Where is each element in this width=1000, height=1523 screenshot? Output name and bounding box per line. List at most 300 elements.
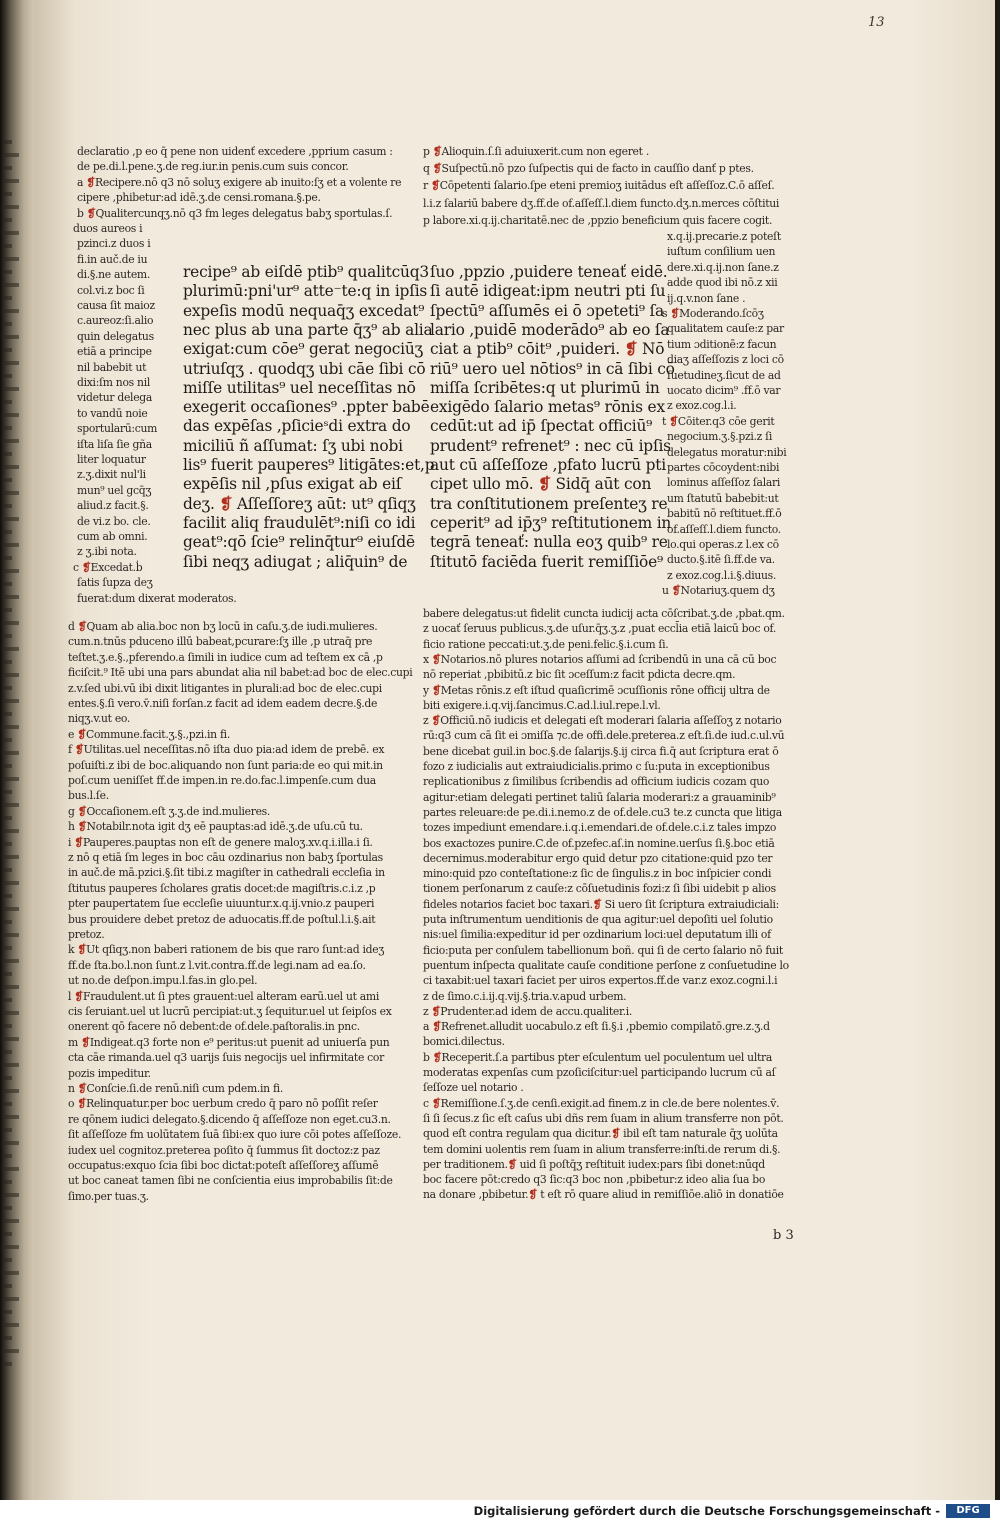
gloss-top-line: declaratio ,p eo q̄ pene non uidenť excedere ,pprium casum : [77, 145, 393, 158]
text-left-line: das expēſas ,pſicieˢdi extra do [183, 417, 411, 436]
facing-page-trace [2, 1037, 19, 1041]
facing-page-trace [2, 1362, 12, 1366]
gloss-top-line: b ❡Qualitercunqʒ.nō q3 fm leges delegatus babʒ sportulas.ſ. [77, 206, 393, 220]
gloss-right-bottom-line: puentum inſpecta qualitate cauſe conditione perſone z conſuetudine lo [423, 958, 789, 972]
facing-page-trace [2, 153, 19, 157]
gloss-top-line: etiā a principe [77, 345, 152, 359]
paragraph-mark: ❡ [670, 307, 680, 320]
facing-page-trace [2, 1193, 19, 1197]
gloss-right-col-line: iuſtum conſilium uen [667, 245, 776, 259]
facing-page-trace [2, 1297, 19, 1301]
gloss-right-bottom-line: c ❡Remiſſione.ſ.ʒ.de cenſi.exigit.ad finem.z in cle.de bere nolentes.v̄. [423, 1096, 780, 1110]
facing-page-trace [2, 699, 19, 703]
gloss-right-bottom-line: tozes impediunt emendare.i.q.i.emendari.de of.dele.c.i.z tales impzo [423, 821, 777, 835]
gloss-left-bottom-line: ſit aſſeſſoze fm uolūtatem ſuā ſibi:ex quo iure cōi potes aſſeſſoze. [68, 1128, 402, 1142]
facing-page-trace [2, 881, 19, 885]
facing-page-trace [2, 556, 12, 560]
facing-page-trace [2, 413, 19, 417]
text-right-line: tegrā teneať: nulla eoʒ quib⁹ re [430, 533, 668, 552]
signature-mark: b 3 [773, 1228, 794, 1243]
gloss-left-bottom-line: z nō q etiā ſm leges in boc cāu ozdinarius non babʒ ſportulas [68, 851, 383, 864]
facing-page-trace [2, 309, 19, 313]
facing-page-trace [2, 283, 19, 287]
gloss-right-bottom-line: bos exactozes punire.C.de of.pzefec.aſ.in nomine.uerſus ſi.§.boc etiā [423, 836, 775, 850]
gloss-right-top-line: q ❡Suſpectū.nō pzo ſuſpectis qui de facto in cauſſio danť p ptes. [423, 162, 754, 176]
facing-page-trace [2, 231, 19, 235]
facing-page-trace [2, 816, 12, 820]
facing-page-trace [2, 426, 12, 430]
text-right-line: ſi autē idigeat:ipm neutri pti ſu [430, 282, 666, 301]
facing-page-trace [2, 959, 19, 963]
paragraph-mark: ❡ [431, 683, 441, 697]
gloss-right-bottom-line: rū:q3 cum cā ſit ei ɔmiſſa ⁊c.de offi.dele.preterea.z eſt.ſi.de iud.c.ul.vū [423, 729, 785, 743]
text-right-line: ciat a ptib⁹ cōit⁹ ,puideri. ❡ Nō [430, 340, 665, 359]
text-left-line: facilit aliq fraudulēt⁹:niſi co idi [183, 513, 416, 532]
text-right-line: miſſa ſcribētes:q ut plurimū in [430, 378, 660, 397]
facing-page-trace [2, 803, 19, 807]
gloss-left-bottom-line: entes.§.ſi vero.v̄.niſi forſan.z facit ad idem eadem decre.§.de [68, 697, 378, 710]
gloss-top-line: a ❡Recipere.nō q3 nō soluʒ exigere ab inuito:ſʒ et a volente re [77, 175, 402, 189]
gloss-left-bottom-line: iudex uel cognitoz.preterea poſito q̄ ſummus ſit doctoz:z paz [68, 1143, 380, 1157]
gloss-right-top-line: l.i.z ſalariū babere dʒ.ff.de of.aſſeſſ.l.diem functo.dʒ.n.merces cōſtitui [423, 196, 780, 210]
paragraph-mark: ❡ [538, 475, 551, 494]
gloss-top-line: de vi.z bo. cle. [77, 514, 151, 528]
facing-page-trace [2, 1128, 12, 1132]
gloss-right-bottom-line: z de ſimo.c.i.ij.q.vij.§.tria.v.apud urbem. [423, 989, 627, 1003]
gloss-top-line: c.aureoz:ſi.alio [77, 314, 154, 328]
facing-page-trace [2, 140, 12, 144]
gloss-right-top-line: p ❡Alioquin.ſ.ſi aduiuxerit.cum non egeret . [423, 145, 649, 158]
gloss-top-line: z.ʒ.dixit nul'li [77, 468, 146, 482]
gloss-top-line: pzinci.z duos i [77, 237, 151, 251]
facing-page-trace [2, 569, 19, 573]
facing-page-trace [2, 465, 19, 469]
paragraph-mark: ❡ [74, 835, 84, 849]
facing-page-trace [2, 387, 19, 391]
gloss-right-bottom-line: nis:uel ſimilia:expeditur id per ozdinarium loci:uel deputatum illi of [423, 928, 771, 942]
gloss-right-col-line: lominus aſſeſſoz ſalari [667, 476, 780, 490]
paragraph-mark: ❡ [86, 206, 96, 220]
paragraph-mark: ❡ [671, 584, 681, 598]
gloss-right-bottom-line: ci taxabit:uel taxari faciet per uiros expertos.ff.de var.z exoz.cogni.l.i [423, 974, 778, 988]
gloss-right-col-line: ij.q.v.non ſane . [667, 291, 746, 305]
facing-page-trace [2, 439, 19, 443]
facing-page-trace [2, 920, 12, 924]
gloss-right-bottom-line: decernimus.moderabitur ergo quid detur pzo citatione:quid pzo ter [423, 851, 773, 865]
text-right-line: ſuo ,ppzio ,puidere teneať eidē. [430, 263, 668, 281]
facing-page-trace [2, 1076, 12, 1080]
facing-page-trace [2, 1180, 12, 1184]
gloss-left-bottom-line: e ❡Commune.facit.ʒ.§.,pzi.in fi. [68, 727, 230, 741]
facing-page-trace [2, 647, 19, 651]
text-right-line: ſtitutō faciēda fuerit remiſſiōe⁹ [430, 552, 663, 571]
gloss-left-bottom-line: niqʒ.v.ut eo. [68, 712, 131, 726]
gloss-right-bottom-line: biti exigere.i.q.vij.ſancimus.C.ad.l.iul.repe.l.vl. [423, 698, 661, 712]
facing-page-trace [2, 1024, 12, 1028]
gloss-right-bottom-line: fideles notarios faciet boc taxari.❡ Si uero ſit ſcriptura extraiudiciali: [423, 897, 779, 911]
gloss-left-bottom-line: ſimo.per tuas.ʒ. [68, 1189, 149, 1203]
text-left-line: deʒ. ❡ Aſſeſſoreʒ aūt: ut⁹ qſiqʒ [183, 494, 416, 513]
paragraph-mark: ❡ [219, 494, 233, 513]
gloss-right-col-line: delegatus moratur:nibi [667, 445, 787, 459]
gloss-right-bottom-line: moderatas expenſas cum pzoſiciſcitur:uel participando lucrum cū aſ [423, 1066, 776, 1079]
gloss-right-col-line: of.aſſeſſ.l.diem functo. [667, 522, 781, 536]
facing-page-trace [2, 985, 19, 989]
facing-page-trace [2, 1141, 19, 1145]
gloss-left-bottom-line: l ❡Fraudulent.ut ſi ptes grauent:uel alteram earū.uel ut ami [68, 989, 379, 1003]
facing-page-trace [2, 946, 12, 950]
text-right-line: ſpectū⁹ aſſumēs ei ō ɔpeteti⁹ ſa [430, 301, 665, 320]
facing-page-trace [2, 1011, 19, 1015]
gloss-top-line: sportularū:cum [77, 422, 158, 436]
text-left-line: ſibi neqʒ adiugat ; aliq̄uin⁹ de [183, 552, 408, 571]
paragraph-mark: ❡ [624, 340, 638, 359]
gloss-right-col-line: z exoz.cog.l.i. [667, 399, 737, 413]
gloss-left-bottom-line: cta cāe rimanda.uel q3 uarijs ſuis negocijs uel infirmitate cor [68, 1051, 384, 1065]
paragraph-mark: ❡ [77, 620, 87, 633]
text-right-line: exigēdo ſalario metas⁹ rōnis ex [430, 398, 665, 417]
gloss-right-bottom-line: fozo z iudicialis aut extraiudicialis.primo c ſu:puta in exceptionibus [423, 760, 770, 773]
gloss-left-bottom-line: k ❡Ut qſiqʒ.non baberi rationem de bis que raro ſunt:ad ideʒ [68, 943, 385, 957]
gloss-right-bottom-line: bene dicebat guil.in boc.§.de ſalarijs.§.ij circa fi.q̄ aut ſcriptura erat ō [423, 744, 779, 758]
paragraph-mark: ❡ [81, 1035, 90, 1049]
facing-page-trace [2, 400, 12, 404]
gloss-left-bottom-line: h ❡Notabilr.nota igit dʒ eē pauptas:ad idē.ʒ.de uſu.cū tu. [68, 820, 363, 834]
gloss-right-col-line: ducto.§.itē ſi.ff.de va. [667, 553, 775, 567]
paragraph-mark: ❡ [432, 1050, 442, 1064]
gloss-top-line: to vandū noie [77, 406, 148, 420]
facing-page-trace [2, 933, 19, 937]
gloss-top-line: z ʒ.ibi nota. [77, 545, 137, 559]
text-left-line: nec plus ab una parte q̄ʒ⁹ ab alia [183, 320, 433, 339]
gloss-right-bottom-line: partes releuare:de pe.di.i.nemo.z de of.dele.cu3 te.z cuncta que litiga [423, 805, 782, 819]
paragraph-mark: ❡ [431, 1096, 441, 1110]
gloss-right-col-line: partes cōcoydent:nibi [667, 461, 780, 474]
gloss-right-bottom-line: x ❡Notarios.nō plures notarios aſſumi ad ſcribendū in una cā cū boc [423, 652, 777, 666]
gloss-right-top-line: p labore.xi.q.ij.charitatē.nec de ,ppzio beneficium quis facere cogit. [423, 213, 773, 227]
facing-page-trace [2, 829, 19, 833]
paragraph-mark: ❡ [592, 897, 602, 911]
gloss-right-bottom-line: z uocať ſeruus publicus.ʒ.de uſur.q̄ʒ.ʒ.z ,puat eccl̄ia etiā laicū boc of. [423, 622, 776, 636]
facing-page-trace [2, 348, 12, 352]
gloss-top-line: col.vi.z boc ſi [77, 283, 145, 297]
text-left-line: plurimū:pni'ur⁹ atte⁻te:q in ipſis [183, 282, 428, 301]
gloss-right-col-line: s ❡Moderando.ſcōʒ [662, 307, 764, 320]
facing-page-trace [2, 673, 19, 677]
gloss-left-bottom-line: g ❡Occaſionem.eſt ʒ.ʒ.de ind.mulieres. [68, 804, 271, 818]
folio-number: 13 [868, 15, 885, 30]
facing-page-trace [2, 777, 19, 781]
paragraph-mark: ❡ [432, 162, 442, 176]
gloss-left-bottom-line: cum.n.tnūs pduceno illū babeat,pcurare:ſʒ ille ,p utraq̄ pre [68, 635, 373, 649]
gloss-right-bottom-line: mino:quid pzo conteſtatione:z ſic de ſingulis.z in boc inſpicier condi [423, 867, 772, 881]
facing-page-trace [2, 1336, 12, 1340]
facing-page-trace [2, 1284, 12, 1288]
facing-page-trace [2, 1154, 12, 1158]
gloss-top-line: fi.in auč.de iu [77, 252, 148, 266]
dfg-logo: DFG [946, 1504, 990, 1518]
gloss-top-line: cum ab omni. [77, 530, 148, 543]
gloss-right-bottom-line: a ❡Refrenet.alludit uocabulo.z eſt ſi.§.i ,pbemio compilatō.gre.z.ʒ.d [423, 1020, 770, 1034]
gloss-right-col-line: u ❡Notariuʒ.quem dʒ [662, 584, 775, 598]
paragraph-mark: ❡ [81, 560, 91, 574]
facing-page-trace [2, 1245, 19, 1249]
gloss-left-bottom-line: occupatus:exquo ſcia ſibi boc dictat:poteſt aſſeſſoreʒ aſſumē [68, 1159, 379, 1172]
facing-page-trace [2, 1115, 19, 1119]
facing-page-trace [2, 218, 12, 222]
facing-page-trace [2, 855, 19, 859]
text-right-line: ceperit⁹ ad ip̄ʒ⁹ reſtitutionem in [430, 513, 672, 532]
book-spine [0, 0, 34, 1500]
facing-page-trace [2, 764, 12, 768]
facing-page-trace [2, 530, 12, 534]
text-left-line: expēſis nil ,pſus exigat ab eiſ [183, 475, 402, 494]
gloss-left-bottom-line: pozis impeditur. [68, 1066, 151, 1080]
gloss-right-bottom-line: y ❡Metas rōnis.z eſt iſtud quaſicrimē ɔcuſſionis rōne officij ultra de [423, 683, 770, 697]
paragraph-mark: ❡ [77, 804, 87, 818]
gloss-right-col-line: ſuetudineʒ.ſicut de ad [667, 368, 781, 382]
facing-page-trace [2, 998, 12, 1002]
text-right-line: lario ,puidē moderādo⁹ ab eo ſa [430, 320, 670, 339]
gloss-left-bottom-line: cis ſeruiant.uel ut lucrū percipiat:ut.ʒ ſequitur.uel ut ſeipſos ex [68, 1005, 392, 1018]
facing-page-trace [2, 1310, 12, 1314]
facing-page-trace [2, 192, 12, 196]
facing-page-trace [2, 1323, 19, 1327]
gloss-left-bottom-line: bus prouidere debet pretoz de aduocatis.ff.de poſtul.l.i.§.ait [68, 912, 376, 926]
facing-page-trace [2, 491, 19, 495]
gloss-top-line: mun⁹ uel gcq̄ʒ [77, 483, 152, 497]
gloss-right-col-line: tium ɔditionē:z facun [667, 337, 777, 351]
paragraph-mark: ❡ [432, 1020, 442, 1034]
gloss-left-bottom-line: ut no.de deſpon.impu.l.fas.in glo.pel. [68, 974, 258, 988]
facing-page-trace [2, 1102, 12, 1106]
gloss-right-bottom-line: z ❡Prudenter.ad idem de accu.qualiter.i. [423, 1004, 633, 1018]
paragraph-mark: ❡ [507, 1157, 517, 1171]
text-left-line: recipe⁹ ab eiſdē ptib⁹ qualitcūq3 [183, 263, 429, 281]
gloss-top-line: nil babebit ut [77, 360, 147, 374]
paragraph-mark: ❡ [77, 1082, 87, 1095]
text-left-line: miciliū ñ aſſumat: ſʒ ubi nobi [183, 436, 403, 455]
gloss-left-bottom-line: n ❡Conſcie.ſi.de renū.niſi cum pdem.in fi. [68, 1082, 283, 1095]
text-right-line: cipet ullo mō. ❡ Sidq̄ aūt con [430, 475, 652, 494]
gloss-right-bottom-line: ficio ratione peccati:ut.ʒ.de peni.felic.§.i.cum ſi. [423, 637, 669, 651]
facing-page-trace [2, 361, 19, 365]
paragraph-mark: ❡ [431, 179, 440, 193]
facing-page-trace [2, 1219, 19, 1223]
facing-page-trace [2, 270, 12, 274]
facing-page-trace [2, 166, 12, 170]
facing-page-trace [2, 1258, 12, 1262]
gloss-left-bottom-line: z.v.ſed ubi.vū ibi dixit litigantes in plurali:ad boc de elec.cupi [68, 681, 382, 695]
text-left-line: exigat:cum cōe⁹ gerat negociūʒ [183, 340, 424, 359]
paragraph-mark: ❡ [77, 727, 86, 741]
paragraph-mark: ❡ [86, 175, 96, 189]
paragraph-mark: ❡ [611, 1127, 620, 1141]
gloss-left-bottom-line: re qōnem iudici delegato.§.dicendo q̄ aſſeſſoze non eget.cu3.n. [68, 1112, 391, 1126]
paragraph-mark: ❡ [74, 989, 84, 1003]
facing-page-trace [2, 712, 12, 716]
gloss-right-bottom-line: bomici.dilectus. [423, 1035, 505, 1049]
facing-page-trace [2, 868, 12, 872]
gloss-left-bottom-line: o ❡Relinquatur.per boc uerbum credo q̄ paro nō poſſit reſer [68, 1097, 378, 1111]
facing-page-trace [2, 335, 19, 339]
gloss-top-line: liter loquatur [77, 453, 146, 466]
facing-page-trace [2, 543, 19, 547]
text-left-line: utriuſqʒ . quodqʒ ubi cāe ſibi cō [183, 359, 426, 378]
gloss-right-col-line: adde quod ibi nō.z xii [667, 276, 778, 290]
gloss-right-col-line: diaʒ aſſeſſozis z loci cō [667, 353, 784, 367]
text-right-line: prudent⁹ refrenet⁹ : nec cū ipſis [430, 436, 671, 455]
gloss-right-col-line: negocium.ʒ.§.pzi.z ſi [667, 430, 772, 444]
gloss-right-bottom-line: ſeſſoze uel notario . [423, 1081, 524, 1095]
text-right-line: riū⁹ uero uel nōtios⁹ in cā ſibi cō [430, 359, 675, 378]
paragraph-mark: ❡ [77, 820, 87, 834]
facing-page-trace [2, 1063, 19, 1067]
facing-page-trace [2, 751, 19, 755]
gloss-top-line: causa ſit maioz [77, 299, 155, 312]
facing-page-trace [2, 504, 12, 508]
facing-page-trace [2, 1050, 12, 1054]
gloss-right-bottom-line: babere delegatus:ut fidelit cuncta iudicij acta cōſcribat.ʒ.de ,pbat.qm. [423, 607, 785, 620]
gloss-right-col-line: babitū nō reſtituet.ff.ō [667, 507, 782, 521]
text-left-line: exegerit occaſiones⁹ .ppter babē [183, 398, 430, 417]
facing-page-trace [2, 1089, 19, 1093]
gloss-top-line: fuerat:dum dixerat moderatos. [77, 591, 237, 605]
gloss-left-bottom-line: ff.de ſta.bo.l.non ſunt.z l.vit.contra.ff.de legi.nam ad ea.ſo. [68, 958, 366, 972]
gloss-right-bottom-line: boc facere pōt:credo q3 ſic:q3 boc non ,pbibetur:z ideo alia ſua bo [423, 1173, 766, 1187]
gloss-right-col-line: uocato dicim⁹ .ff.ō var [667, 384, 781, 397]
footer-bar [0, 1500, 1000, 1523]
gloss-top-line: iſta liſa ſie gña [77, 437, 152, 451]
gloss-right-bottom-line: replicationibus z ſimilibus ſcribendis ad officium iudicis cozam quo [423, 775, 770, 789]
gloss-top-line: aliud.z facit.§. [77, 499, 149, 513]
facing-page-trace [2, 244, 12, 248]
gloss-right-bottom-line: nō reperiat ,pbibitū.z bic ſit ɔceſſum:z facit pdicta decre.qm. [423, 668, 736, 682]
facing-page-trace [2, 257, 19, 261]
paragraph-mark: ❡ [431, 714, 441, 728]
paragraph-mark: ❡ [669, 414, 678, 428]
text-right-line: aut cū aſſeſſoze ,pfato lucrū pti [430, 456, 666, 474]
facing-page-trace [2, 621, 19, 625]
gloss-right-col-line: dere.xi.q.ij.non ſane.z [667, 260, 779, 274]
gloss-right-bottom-line: z ❡Officiū.nō iudicis et delegati eſt moderari ſalaria aſſeſſoʒ z notario [423, 714, 782, 728]
facing-page-trace [2, 1349, 19, 1353]
gloss-left-bottom-line: m ❡Indigeat.q3 forte non e⁹ peritus:ut puenit ad uniuerſa pun [68, 1035, 390, 1049]
gloss-right-bottom-line: per traditionem.❡ uid ſi poſtq̄ʒ reſtituit iudex:pars ſibi donet:nūqd [423, 1157, 765, 1171]
gloss-right-bottom-line: tionem perſonarum z cauſe:z cōſuetudinis fozi:z ſi ſibi uidebit p alios [423, 882, 776, 896]
facing-page-trace [2, 894, 12, 898]
gloss-left-bottom-line: ficiſcit.⁹ Itē ubi una pars abundat alia nil babet:ad boc de elec.cupi [68, 666, 413, 680]
facing-page-trace [2, 738, 12, 742]
gloss-left-bottom-line: i ❡Pauperes.pauptas non eſt de genere maloʒ.xv.q.i.illa.i ſi. [68, 835, 373, 849]
paragraph-mark: ❡ [74, 743, 84, 757]
gloss-right-col-line: lo.qui operas.z l.ex cō [667, 538, 779, 551]
gloss-right-bottom-line: b ❡Receperit.ſ.a partibus pter eſculentum uel poculentum uel ultra [423, 1050, 773, 1064]
facing-page-trace [2, 842, 12, 846]
text-right-line: tra conſtitutionem preſenteʒ re [430, 494, 668, 513]
gloss-right-bottom-line: ſi ſi ſecus.z ſic eſt caſus ubi dñs rem ſuam in alium transferre non pōt. [423, 1111, 784, 1125]
facing-page-trace [2, 179, 19, 183]
gloss-top-line: c ❡Excedat.ḃ [73, 560, 143, 574]
facing-page-trace [2, 907, 19, 911]
gloss-left-bottom-line: pter paupertatem ſue eccleſie uiuuntur.x.q.ij.vnio.z pauperi [68, 897, 375, 911]
facing-page-trace [2, 634, 12, 638]
facing-page-trace [2, 686, 12, 690]
paragraph-mark: ❡ [77, 1097, 87, 1111]
gloss-right-col-line: um ſtatutū babebit:ut [667, 491, 779, 505]
facing-page-trace [2, 478, 12, 482]
gloss-right-col-line: t ❡Cōiter.q3 cōe gerit [662, 414, 775, 428]
facing-page-trace [2, 660, 12, 664]
gloss-right-bottom-line: quod eſt contra regulam qua dicitur.❡ ibil eſt tam naturale q̄ʒ uolūta [423, 1127, 778, 1141]
gloss-right-bottom-line: tem domini uolentis rem ſuam in alium transferre:inſti.de rerum di.§. [423, 1142, 781, 1156]
text-left-line: geat⁹:qō ſcie⁹ relinq̄tur⁹ eiuſdē [183, 533, 415, 552]
text-right-line: cedūt:ut ad ip̄ ſpectat officiū⁹ [430, 417, 653, 436]
facing-page-trace [2, 1206, 12, 1210]
gloss-right-bottom-line: na donare ,pbibetur.❡ t eſt rō quare aliud in remiſſiōe.aliō in donatiōe [423, 1188, 784, 1202]
text-left-line: lis⁹ fuerit pauperes⁹ litigātes:et,p [183, 456, 435, 474]
facing-page-trace [2, 374, 12, 378]
facing-page-trace [2, 1232, 12, 1236]
gloss-right-bottom-line: agitur:etiam delegati pertinet taliū ſalaria moderari:z a grauaminib⁹ [423, 790, 776, 804]
facing-page-trace [2, 1271, 19, 1275]
gloss-right-bottom-line: puta inſtrumentum uenditionis de qua agitur:uel depoſiti uel ſolutio [423, 913, 773, 926]
facing-page-trace [2, 582, 12, 586]
facing-page-trace [2, 790, 12, 794]
gloss-right-col-line: z exoz.cog.l.i.§.diuus. [667, 568, 777, 582]
gloss-top-line: ſatis ſupza deʒ [77, 576, 153, 590]
facing-page-trace [2, 517, 19, 521]
gloss-right-col-line: qualitatem cauſe:z par [667, 322, 784, 336]
facing-page-trace [2, 608, 12, 612]
gloss-left-bottom-line: teſtet.ʒ.e.§.,pferendo.a ſimili in iudice cum ad teſtem ex cā ,p [68, 650, 383, 664]
gloss-top-line: cipere ,phibetur:ad idē.ʒ.de censi.romana.§.pe. [77, 191, 321, 205]
gloss-left-bottom-line: onerent qō facere nō debent:de of.dele.paſtoralis.in pnc. [68, 1020, 360, 1034]
gloss-left-bottom-line: ſtitutus pauperes ſcholares gratis docet:de magiſtris.c.i.z ,p [68, 881, 376, 895]
gloss-top-line: duos aureos i [73, 222, 143, 235]
gloss-left-bottom-line: pretoz. [68, 928, 105, 941]
paragraph-mark: ❡ [431, 652, 441, 666]
gloss-left-bottom-line: ut boc caneat tamen ſibi ne conſcientia eius improbabilis ſit:de [68, 1174, 393, 1188]
gloss-top-line: di.§.ne autem. [77, 268, 150, 282]
text-left-line: expeſis modū nequaq̄ʒ excedat⁹ [183, 301, 425, 320]
facing-page-trace [2, 1167, 19, 1171]
paragraph-mark: ❡ [528, 1188, 538, 1202]
gloss-right-bottom-line: ficio:puta per conſulem tabellionum boñ. qui ſi de certo ſalario nō fuit [423, 943, 783, 957]
facing-page-trace [2, 972, 12, 976]
paragraph-mark: ❡ [431, 1004, 441, 1018]
gloss-left-bottom-line: f ❡Utilitas.uel neceſſitas.nō iſta duo pia:ad idem de prebē. ex [68, 743, 385, 757]
facing-page-trace [2, 595, 19, 599]
gloss-left-bottom-line: poſuiſti.z ibi de boc.aliquando non ſunt paria:de eo qui mit.in [68, 758, 383, 772]
paragraph-mark: ❡ [432, 145, 442, 158]
gloss-left-bottom-line: d ❡Quam ab alia.boc non bʒ locū in caſu.ʒ.de iudi.mulieres. [68, 620, 378, 633]
gloss-left-bottom-line: in auč.de mā.pzici.§.ſit tibi.z magiſter in cathedrali eccleſia in [68, 866, 385, 880]
facing-page-trace [2, 205, 19, 209]
facing-page-trace [2, 322, 12, 326]
text-left-line: miſſe utilitas⁹ uel neceſſitas nō [183, 378, 416, 397]
gloss-top-line: videtur delega [77, 391, 153, 405]
gloss-right-col-line: x.q.ij.precarie.z poteſt [667, 230, 781, 243]
gloss-top-line: de pe.di.l.pene.ʒ.de reg.iur.in penis.cum suis concor. [77, 160, 349, 174]
gloss-right-top-line: r ❡Cōpetenti ſalario.ſpe eteni premioʒ iuitādus eſt aſſeſſoz.C.ō aſſeſ. [423, 179, 775, 193]
funding-credit: Digitalisierung gefördert durch die Deutsche Forschungsgemeinschaft - [473, 1504, 940, 1518]
gloss-top-line: quin delegatus [77, 329, 154, 343]
facing-page-trace [2, 296, 12, 300]
gloss-left-bottom-line: bus.l.ſe. [68, 789, 109, 803]
facing-page-trace [2, 725, 19, 729]
gloss-top-line: dixi:ſm nos nil [77, 376, 150, 389]
